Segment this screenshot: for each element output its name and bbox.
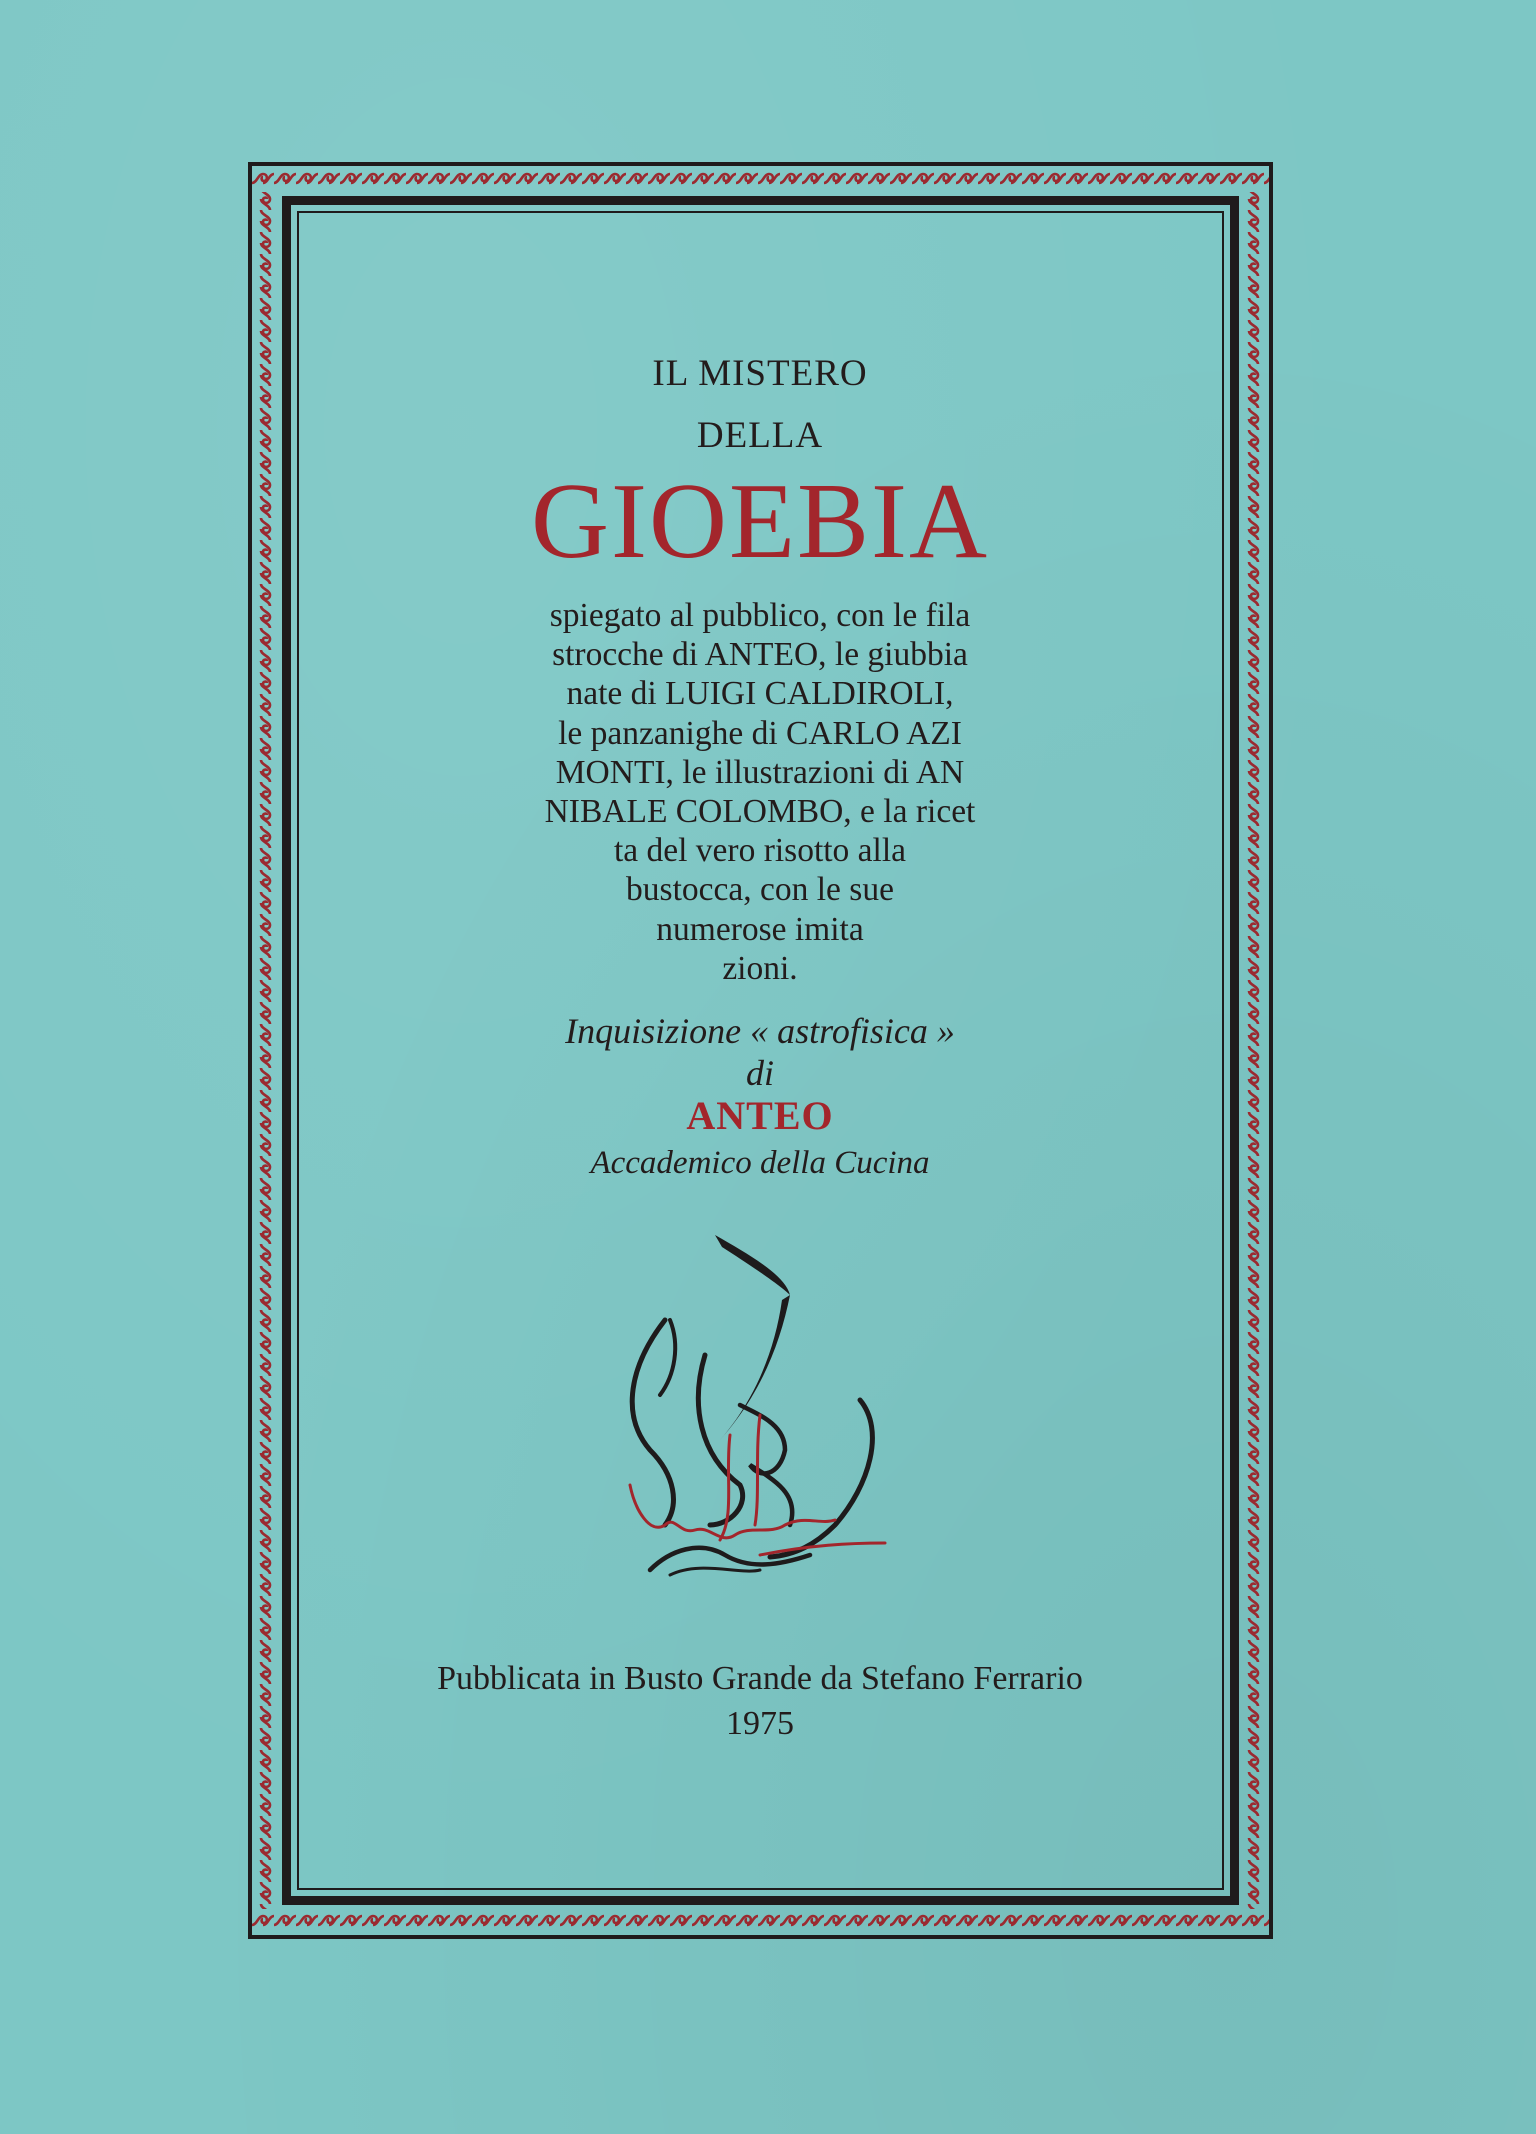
blurb-line: ta del vero risotto alla [613, 832, 907, 870]
cover-blurb [300, 596, 1220, 988]
blurb-line: numerose imita [656, 910, 864, 948]
blurb-line: zioni. [722, 949, 798, 987]
blurb-line: spiegato al pubblico, con le fila [549, 597, 971, 634]
blurb-line: NIBALE COLOMBO, e la ricet [544, 793, 976, 831]
publisher-line: Pubblicata in Busto Grande da Stefano Ferrario [437, 1660, 1083, 1697]
blurb-line: strocche di ANTEO, le giubbia [552, 636, 968, 674]
title-line-2: DELLA [696, 415, 824, 456]
blurb-line: le panzanighe di CARLO AZI [558, 714, 962, 752]
by-word: di [745, 1053, 774, 1093]
publication-year: 1975 [726, 1705, 794, 1742]
subtitle: Inquisizione « astrofisica » [565, 1011, 955, 1051]
title-line-1: IL MISTERO [652, 353, 868, 394]
title-main: GIOEBIA [531, 462, 989, 581]
publisher-logo-icon [610, 1225, 920, 1585]
blurb-line: bustocca, con le sue [626, 871, 894, 909]
blurb-line: MONTI, le illustrazioni di AN [555, 753, 965, 791]
author-role: Accademico della Cucina [590, 1145, 930, 1181]
author-name: ANTEO [686, 1093, 834, 1138]
blurb-line: nate di LUIGI CALDIROLI, [566, 675, 954, 713]
